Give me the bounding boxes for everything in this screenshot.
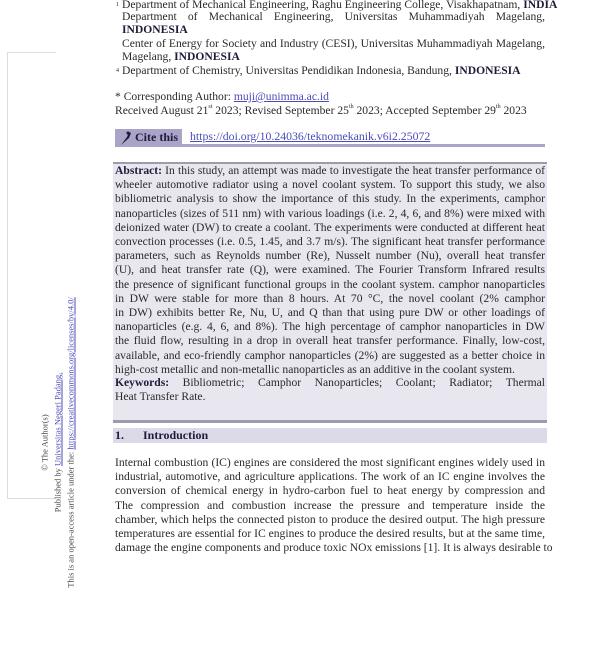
text-line [115, 278, 545, 292]
date-suffix: st [208, 104, 213, 110]
publisher-link[interactable]: Universitas Negeri Padang. [52, 372, 63, 466]
text-line-content: nanoparticles (e.g. 4, 6, and 8%). The high percentage of camphor nanoparticles in DW [115, 320, 545, 334]
text-line [115, 541, 553, 555]
license-line [65, 233, 78, 653]
text-line-content: industrial, automotive, and agriculture applications. The work of an IC engine involves the [115, 470, 545, 484]
license-link[interactable]: https://creativecommons.org/licenses/by/4.0/ [65, 297, 76, 450]
text-line [115, 484, 545, 498]
text-line-content: in DW were stable for more than 8 hours. At 70 °C, the novel coolant (2% camphor [115, 291, 545, 305]
received-date: Received August 21 [115, 104, 209, 117]
text-line [115, 235, 545, 249]
text-line [115, 178, 545, 192]
text-line-content: bibliometric analysis to show the importance of this study. In the experiments, camphor [115, 192, 545, 206]
text-line [115, 207, 545, 221]
text-line-content: (U), and heat transfer rate (Q), were examined. The Fourier Transform Infrared results [115, 263, 545, 277]
affiliation-3 [122, 37, 545, 51]
section-heading-introduction [113, 428, 547, 443]
date-suffix: th [495, 104, 501, 110]
affiliation-text: Center of Energy for Society and Industry (CESI), Universitas Muhammadiyah Magelang, [122, 37, 545, 50]
license-label: This is an open-access article under the: [65, 449, 76, 588]
affiliation-text: Department of Mechanical Engineering, Raghu Engineering College, Visakhapatnam, [122, 0, 524, 11]
text-line [115, 456, 545, 470]
text-line-content: parameters, such as Reynolds number (Re), Nusselt number (Nu), overall heat transfer [115, 249, 545, 263]
affiliation-2 [122, 10, 545, 24]
affiliation-text: Department of Mechanical Engineering, Universitas Muhammadiyah Magelang, [122, 10, 545, 23]
text-line-content: wheeler automotive radiator using a novel coolant system. To support this study, we also [115, 178, 545, 192]
text-line-content: Internal combustion (IC) engines are considered the most significant engines widely used in [115, 456, 545, 469]
affiliation-3-cont [122, 50, 545, 64]
text-line [115, 192, 545, 206]
cite-this-label-box [115, 129, 182, 147]
text-line-content: temperatures are essential for IC engines to produce the desired results, but at the same time, [115, 527, 545, 540]
affiliation-country: INDONESIA [174, 50, 240, 63]
text-line-content: convection processes (i.e. 0.5, 1.45, and 3.7 m/s). The significant heat transfer performance [115, 235, 545, 248]
text-line-content: available, and eco-friendly camphor nanoparticles (2%) are suggested as a better choice in [115, 348, 545, 362]
affiliation-2-country: INDONESIA [122, 23, 188, 36]
year: 2023 [500, 104, 527, 117]
text-line-content: chamber, which helps the connected piston to produce the desired output. The high pressure [115, 512, 545, 526]
text-line [115, 292, 545, 306]
corresponding-author [115, 90, 545, 104]
text-line [115, 221, 545, 235]
keywords-label: Keywords: [115, 376, 170, 389]
text-line [115, 249, 545, 263]
doi-link[interactable]: https://doi.org/10.24036/teknomekanik.v6i2.25072 [190, 129, 431, 143]
license-sidebar [7, 52, 76, 588]
corresponding-email-link[interactable]: muji@unimma.ac.id [233, 90, 329, 103]
revised-date: 2023; Revised September 25 [212, 104, 349, 117]
text-line [115, 263, 545, 277]
affiliation-country: INDONESIA [454, 64, 521, 77]
text-line [115, 334, 545, 348]
keywords [115, 376, 545, 390]
affiliation-number: 1 [116, 2, 119, 8]
text-line [115, 164, 545, 178]
text-line [115, 320, 545, 334]
text-line-content: high-cost metallic and non-metallic nanoparticles as an additive in the coolant system. [115, 362, 515, 376]
affiliation-number: 4 [116, 68, 119, 74]
text-line-content: damage the engine components and produce toxic NOx emissions [1]. It is always desirable to [115, 541, 553, 555]
text-line [115, 306, 545, 320]
article-dates [115, 104, 545, 118]
date-suffix: th [348, 104, 354, 110]
text-line-content: the fluid flow, resulting in a drop in overall heat transfer performance. Finally, low-cost, [115, 334, 545, 348]
affiliation-country: INDIA [523, 0, 558, 11]
published-by-label: Published by [52, 465, 63, 513]
text-line [115, 513, 545, 527]
text-line [115, 363, 545, 377]
keywords-text: Bibliometric; Camphor Nanoparticles; Coolant; Radiator; Thermal [182, 376, 545, 389]
text-line-content: deionized water (DW) to create a coolant. The experiments were conducted at different heat [115, 220, 545, 234]
section-title: Introduction [143, 428, 209, 442]
text-line-content: in DW) exhibits better Re, Nu, U, and Q than that using pure DW or other loadings of [115, 306, 545, 319]
license-text-rotated [39, 233, 78, 653]
publisher-line [52, 233, 65, 653]
affiliation-text: Department of Chemistry, Universitas Pendidikan Indonesia, Bandung, [122, 64, 455, 77]
cite-this-label: Cite this [135, 130, 178, 144]
affiliation-4 [116, 64, 545, 78]
text-line [115, 470, 545, 484]
keywords-cont: Heat Transfer Rate. [115, 390, 206, 403]
accepted-date: 2023; Accepted September 29 [353, 104, 496, 117]
pen-nib-icon [119, 130, 133, 146]
copyright: © The Author(s) [39, 414, 50, 471]
text-line [115, 349, 545, 363]
text-line-content: nanoparticles (sizes of 511 nm) with various loadings (i.e. 2, 4, 6, and 8%) were mixed with [115, 206, 545, 220]
text-line-content: In this study, an attempt was made to investigate the heat transfer performance of [165, 164, 545, 177]
affiliation-text: Magelang, [122, 50, 175, 63]
text-line-content: The compression and combustion increase the pressure and temperature inside the [115, 498, 545, 512]
text-line-content: the presence of significant functional groups in the coolant system. camphor nanoparticles [115, 277, 545, 291]
text-line [115, 499, 545, 513]
text-line [115, 527, 545, 541]
text-line-content: conversion of chemical energy in hydro-carbon fuel to heat energy by compression and [115, 484, 545, 498]
section-number: 1. [115, 428, 124, 442]
abstract-label: Abstract: [115, 164, 163, 177]
corresponding-label: * Corresponding Author: [115, 90, 234, 103]
